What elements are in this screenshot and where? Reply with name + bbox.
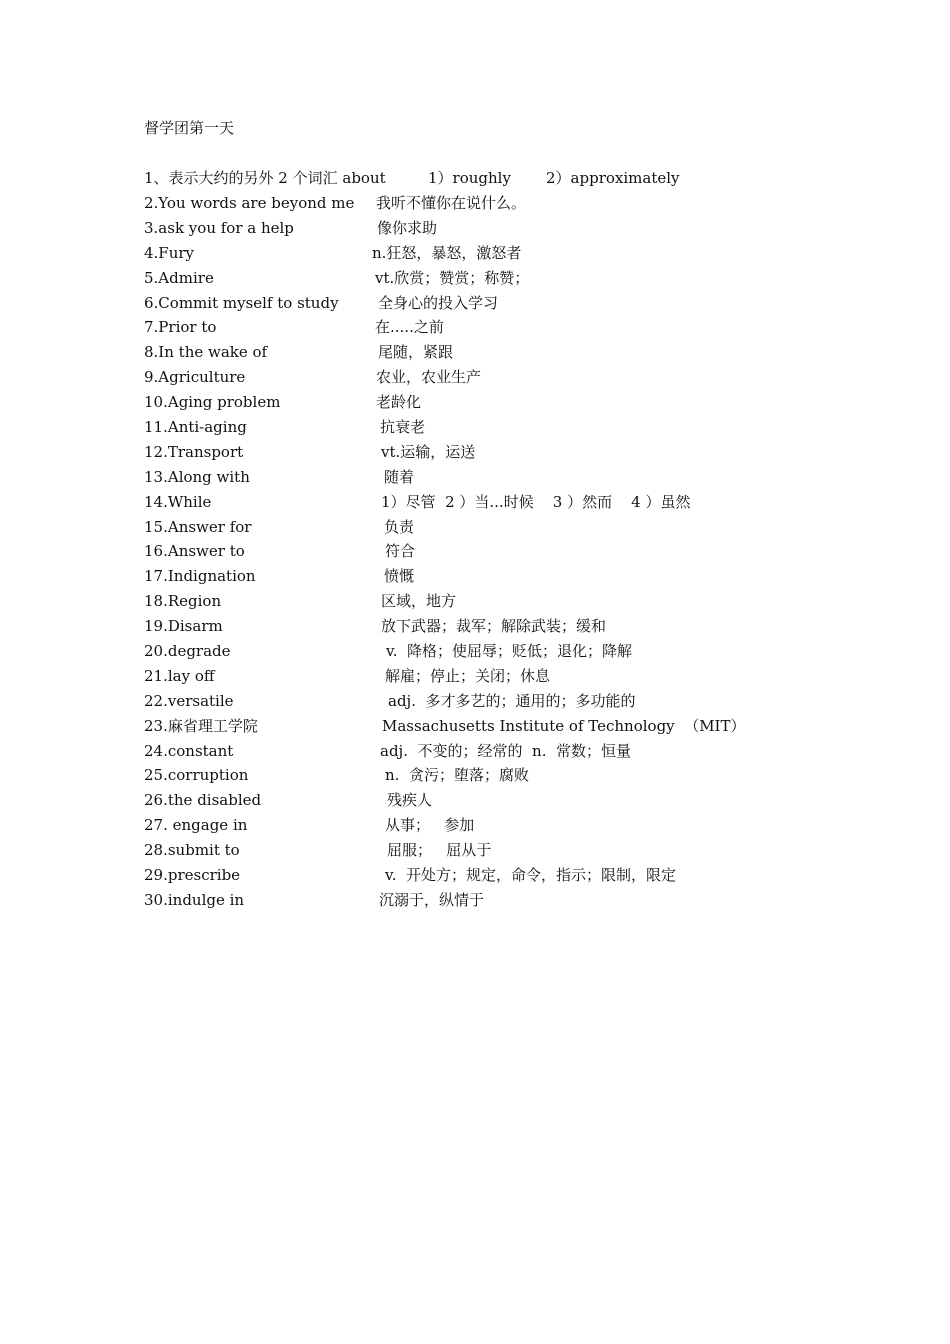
entry-meaning: 放下武器；裁军；解除武装；缓和 bbox=[381, 617, 607, 636]
entry-row bbox=[0, 243, 950, 268]
entry-row bbox=[0, 790, 950, 815]
entry-row bbox=[0, 417, 950, 442]
entry-row bbox=[0, 293, 950, 318]
entry-row bbox=[0, 641, 950, 666]
entry-row bbox=[0, 218, 950, 243]
entry-term: 15.Answer for bbox=[144, 517, 252, 536]
entry-meaning: 随着 bbox=[384, 467, 415, 486]
entry-term: 14.While bbox=[144, 492, 212, 511]
entry-meaning: adj. 多才多艺的；通用的；多功能的 bbox=[388, 691, 636, 710]
entry-meaning: v. 降格；使屈辱；贬低；退化；降解 bbox=[386, 642, 633, 661]
entry-option-2: 2）approximately bbox=[546, 169, 680, 187]
entry-meaning: 在.....之前 bbox=[375, 318, 444, 337]
entry-term: 9.Agriculture bbox=[144, 368, 246, 387]
entry-meaning: 我听不懂你在说什么。 bbox=[376, 194, 527, 212]
entry-meaning: 区域，地方 bbox=[381, 592, 457, 611]
entry-meaning: 农业，农业生产 bbox=[376, 368, 482, 387]
entry-row bbox=[0, 765, 950, 790]
entry-meaning: vt.运输，运送 bbox=[381, 442, 476, 461]
entry-meaning: 沉溺于，纵情于 bbox=[379, 890, 485, 909]
entry-term: 3.ask you for a help bbox=[144, 218, 294, 237]
entry-row bbox=[0, 566, 950, 591]
entry-term: 7.Prior to bbox=[144, 318, 217, 337]
entry-term: 16.Answer to bbox=[144, 542, 245, 561]
entry-row bbox=[0, 591, 950, 616]
entry-meaning: 屈服； 屈从于 bbox=[387, 841, 492, 860]
entry-meaning: 尾随，紧跟 bbox=[378, 343, 454, 362]
entry-row bbox=[0, 367, 950, 392]
entry-row bbox=[0, 392, 950, 417]
entry-row bbox=[0, 268, 950, 293]
entry-term: 22.versatile bbox=[144, 691, 234, 710]
entry-row bbox=[0, 442, 950, 467]
entry-meaning: 残疾人 bbox=[387, 791, 433, 810]
entry-meaning: Massachusetts Institute of Technology （MIT） bbox=[382, 716, 746, 735]
entry-term: 26.the disabled bbox=[144, 791, 262, 810]
entry-row bbox=[0, 840, 950, 865]
entry-meaning: 像你求助 bbox=[377, 218, 438, 237]
entry-row bbox=[0, 317, 950, 342]
entry-row bbox=[0, 467, 950, 492]
entry-meaning: 从事； 参加 bbox=[385, 816, 475, 835]
entry-term: 30.indulge in bbox=[144, 890, 245, 909]
entry-term: 18.Region bbox=[144, 592, 222, 611]
entry-meaning: 解雇；停止；关闭；休息 bbox=[385, 666, 551, 685]
entry-meaning: n. 贪污；堕落；腐败 bbox=[385, 766, 529, 785]
entry-term: 5.Admire bbox=[144, 268, 214, 287]
entry-meaning: 老龄化 bbox=[376, 393, 422, 412]
entry-row bbox=[0, 815, 950, 840]
entry-term: 10.Aging problem bbox=[144, 393, 281, 412]
entry-meaning: 全身心的投入学习 bbox=[378, 293, 499, 312]
entry-term: 4.Fury bbox=[144, 243, 195, 262]
entry-row bbox=[0, 193, 950, 218]
entry-row bbox=[0, 691, 950, 716]
entry-row bbox=[0, 890, 950, 915]
entry-term: 6.Commit myself to study bbox=[144, 293, 339, 312]
entry-term: 17.Indignation bbox=[144, 567, 256, 586]
entry-term: 13.Along with bbox=[144, 467, 250, 486]
entry-row bbox=[0, 741, 950, 766]
entry-term: 25.corruption bbox=[144, 766, 249, 785]
entry-term: 8.In the wake of bbox=[144, 343, 268, 362]
entry-term: 23.麻省理工学院 bbox=[144, 716, 258, 735]
entry-meaning: vt.欣赏；赞赏；称赞； bbox=[375, 268, 530, 287]
entry-row bbox=[0, 666, 950, 691]
entry-term: 2.You words are beyond me bbox=[144, 194, 355, 212]
entry-term: 19.Disarm bbox=[144, 617, 223, 636]
entry-term: 20.degrade bbox=[144, 642, 231, 661]
entry-term: 29.prescribe bbox=[144, 866, 241, 885]
vocabulary-list bbox=[0, 193, 950, 915]
entry-term: 24.constant bbox=[144, 741, 234, 760]
entry-meaning: 抗衰老 bbox=[380, 418, 426, 437]
entry-term: 12.Transport bbox=[144, 442, 244, 461]
entry-term: 11.Anti-aging bbox=[144, 418, 247, 437]
entry-term: 28.submit to bbox=[144, 841, 240, 860]
entry-row bbox=[0, 492, 950, 517]
document-title: 督学团第一天 bbox=[144, 119, 235, 137]
entry-meaning: adj. 不变的；经常的 n. 常数；恒量 bbox=[380, 741, 632, 760]
entry-row bbox=[0, 342, 950, 367]
entry-meaning: 负责 bbox=[384, 517, 415, 536]
entry-row bbox=[0, 517, 950, 542]
entry-meaning: 愤慨 bbox=[384, 567, 415, 586]
entry-meaning: n.狂怒，暴怒，激怒者 bbox=[372, 243, 522, 262]
entry-meaning: 符合 bbox=[385, 542, 416, 561]
entry-row bbox=[0, 865, 950, 890]
entry-meaning: v. 开处方；规定，命令，指示；限制，限定 bbox=[385, 866, 677, 885]
entry-meaning: 1）尽管 2 ）当...时候 3 ）然而 4 ）虽然 bbox=[381, 492, 691, 511]
entry-option-1: 1）roughly bbox=[428, 169, 511, 187]
entry-term: 1、表示大约的另外 2 个词汇 about bbox=[144, 169, 386, 187]
entry-row bbox=[0, 616, 950, 641]
entry-term: 21.lay off bbox=[144, 666, 215, 685]
entry-row bbox=[0, 541, 950, 566]
entry-row bbox=[0, 716, 950, 741]
entry-term: 27. engage in bbox=[144, 816, 248, 835]
